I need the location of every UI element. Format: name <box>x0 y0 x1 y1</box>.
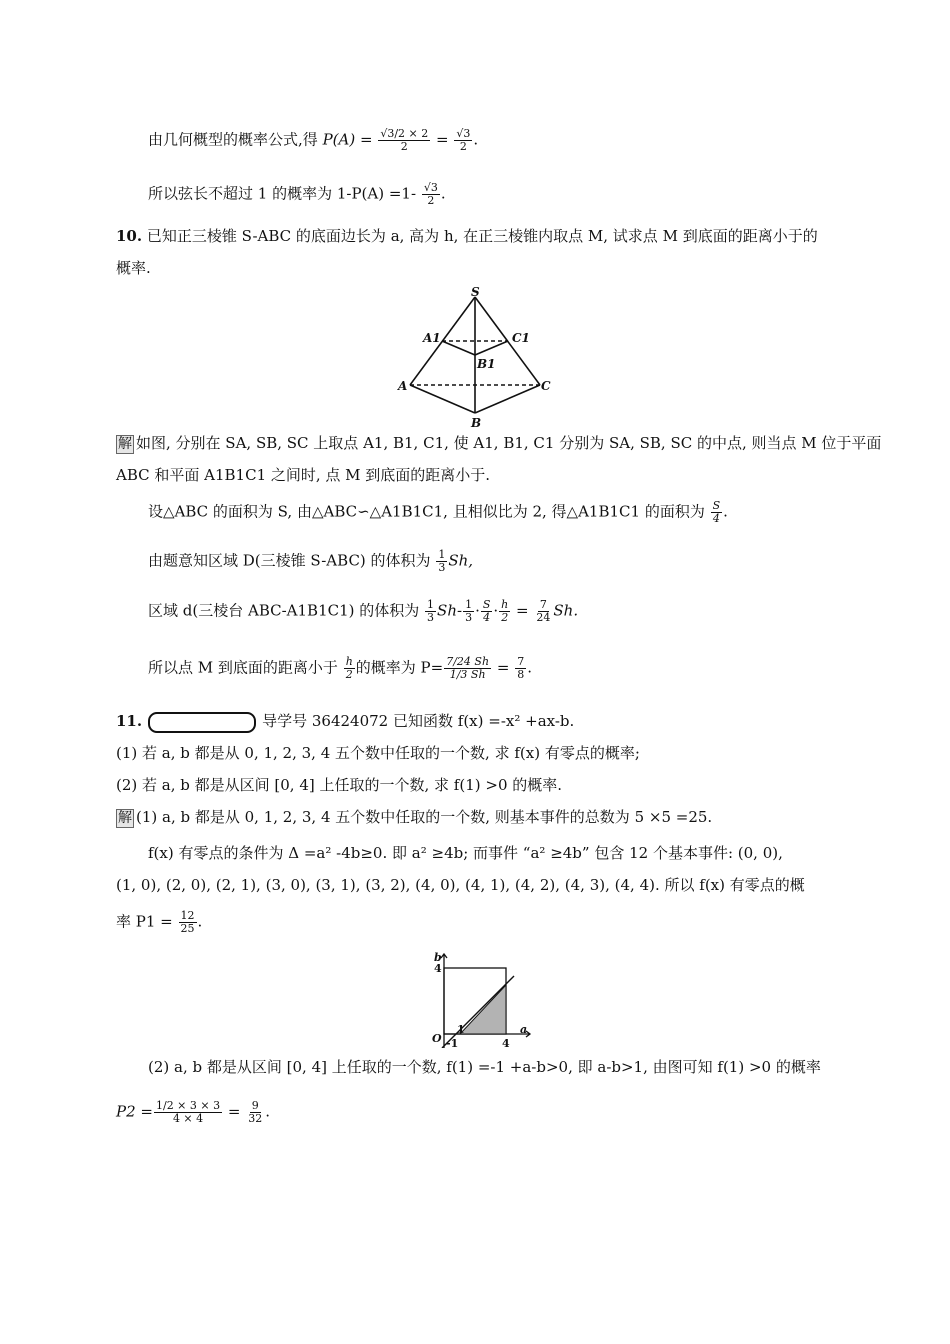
fraction: $\frac{√3}{2}$ <box>423 181 438 207</box>
label-C1: C1 <box>512 331 530 345</box>
label-S: S <box>471 285 480 299</box>
text: 由几何概型的概率公式,得 <box>148 130 318 149</box>
lhs: P(A) = <box>322 130 373 149</box>
question-10-cont: 概率. <box>116 259 151 277</box>
solution-11-line6: P2 = $\frac{1/2 \times 3 \times 3}{4 \times 4}$ = $\frac{9}{32}$ . <box>116 1099 271 1125</box>
solution-10-line4: 由题意知区域 D(三棱锥 S-ABC) 的体积为 $\frac{1}{3}$ Sh, <box>148 548 474 574</box>
label-B1: B1 <box>477 357 496 371</box>
solution-11-line5: (2) a, b 都是从区间 [0, 4] 上任取的一个数, f(1) =-1 +a-b>0, 即 a-b>1, 由图可知 f(1) >0 的概率 <box>148 1058 821 1076</box>
question-11-part1: (1) 若 a, b 都是从 0, 1, 2, 3, 4 五个数中任取的一个数, 求 f(x) 有零点的概率; <box>116 744 640 762</box>
fraction: $\frac{√3}{2}$ <box>456 127 471 153</box>
solution-10-line1: 解 如图, 分别在 SA, SB, SC 上取点 A1, B1, C1, 使 A1, B1, C1 分别为 SA, SB, SC 的中点, 则当点 M 位于平面 <box>118 434 882 452</box>
solution-tag: 解 <box>118 810 132 826</box>
label-O: O <box>432 1032 442 1045</box>
region-figure <box>420 950 535 1048</box>
question-number: 11. <box>116 712 143 730</box>
solution-10-line5: 区域 d(三棱台 ABC-A1B1C1) 的体积为 $\frac{1}{3}$ Sh- $\frac{1}{3}$ · $\frac{S}{4}$ · $\frac{h}{2}$ = $\frac{7}{24}$ Sh. <box>148 598 579 624</box>
label-A1: A1 <box>423 331 441 345</box>
solution-11-line1: 解 (1) a, b 都是从 0, 1, 2, 3, 4 五个数中任取的一个数, 则基本事件的总数为 5 ×5 =25. <box>118 808 713 826</box>
label-A: A <box>398 379 408 393</box>
pyramid-figure <box>395 285 560 430</box>
label-neg1: -1 <box>446 1037 459 1048</box>
solution-10-line3: 设△ABC 的面积为 S, 由△ABC∽△A1B1C1, 且相似比为 2, 得△A1B1C1 的面积为 $\frac{S}{4}$ . <box>148 499 728 525</box>
fraction: $\frac{√3/2 \times 2}{2}$ <box>380 127 429 153</box>
solution-10-line2: ABC 和平面 A1B1C1 之间时, 点 M 到底面的距离小于. <box>116 466 491 484</box>
label-a1: 1 <box>457 1023 465 1036</box>
question-11-part2: (2) 若 a, b 都是从区间 [0, 4] 上任取的一个数, 求 f(1) >0 的概率. <box>116 776 563 794</box>
question-number: 10. <box>116 227 143 245</box>
prob-formula-line: 由几何概型的概率公式,得 P(A) = $\frac{√3/2 \times 2}{2}$ = $\frac{√3}{2}$ . <box>148 127 479 153</box>
question-text: 已知正三棱锥 S-ABC 的底面边长为 a, 高为 h, 在正三棱锥内取点 M, 试求点 M 到底面的距离小于的 <box>146 227 818 245</box>
guide-badge <box>148 712 256 733</box>
label-b: b <box>434 951 442 964</box>
solution-11-line4: 率 P1 = $\frac{12}{25}$ . <box>116 909 203 935</box>
question-11: 11. 导学号 36424072 已知函数 f(x) =-x² +ax-b. <box>116 710 574 733</box>
chord-prob-line: 所以弦长不超过 1 的概率为 1-P(A) =1- $\frac{√3}{2}$ . <box>148 181 446 207</box>
label-B: B <box>471 416 482 430</box>
text: 所以弦长不超过 1 的概率为 1-P(A) =1- <box>148 184 417 203</box>
solution-11-line3: (1, 0), (2, 0), (2, 1), (3, 0), (3, 1), (3, 2), (4, 0), (4, 1), (4, 2), (4, 3), (4, 4). 所以 f(x) 有零点的概 <box>116 876 805 894</box>
solution-11-line2: f(x) 有零点的条件为 Δ =a² -4b≥0. 即 a² ≥4b; 而事件 “a² ≥4b” 包含 12 个基本事件: (0, 0), <box>148 844 783 862</box>
label-a: a <box>520 1023 528 1036</box>
label-a4: 4 <box>502 1037 510 1048</box>
question-10 <box>116 225 818 247</box>
solution-tag: 解 <box>118 436 132 452</box>
label-b4: 4 <box>434 962 442 975</box>
solution-10-line6: 所以点 M 到底面的距离小于 $\frac{h}{2}$ 的概率为 P= $\frac{7/24 Sh}{1/3 Sh}$ = $\frac{7}{8}$ . <box>148 655 532 681</box>
label-C: C <box>541 379 551 393</box>
